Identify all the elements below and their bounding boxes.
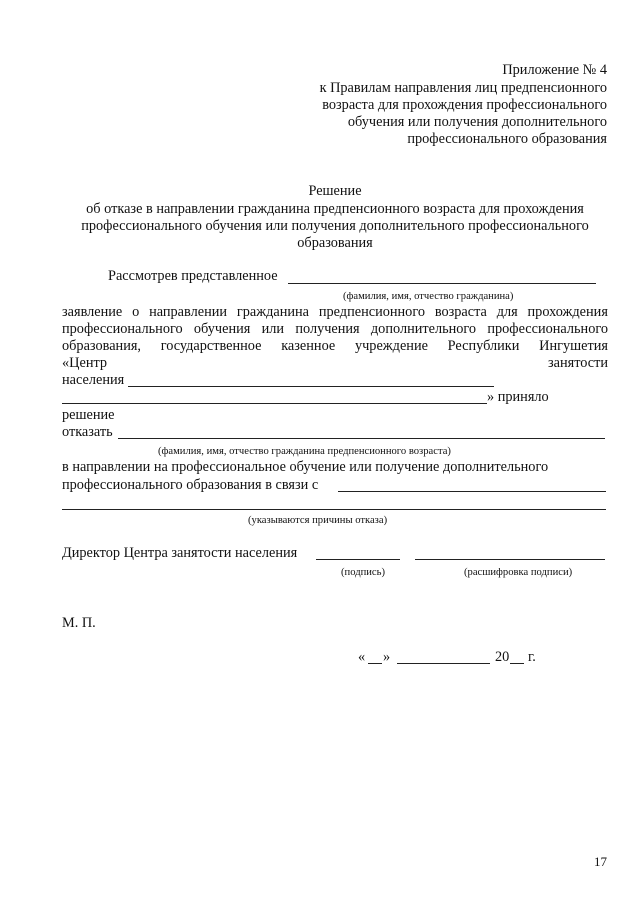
word: для <box>496 304 518 320</box>
year-field[interactable] <box>510 663 524 664</box>
signature-field[interactable] <box>316 559 400 560</box>
title-line: образования <box>297 235 373 251</box>
date-close-quote: » <box>383 649 391 665</box>
appendix-line: профессионального образования <box>407 131 607 147</box>
stamp-place: М. П. <box>62 615 96 631</box>
hint-signature: (подпись) <box>341 567 385 578</box>
page-number: 17 <box>594 854 607 869</box>
word: о <box>132 304 140 320</box>
paragraph-line <box>62 338 608 355</box>
month-field[interactable] <box>397 663 490 664</box>
document-title: Решение <box>308 183 362 199</box>
word: возраста <box>434 304 487 320</box>
word: предпенсионного <box>318 304 425 320</box>
word: государственное <box>160 338 262 354</box>
date-year-suffix: г. <box>528 649 536 665</box>
reason-field-2[interactable] <box>62 509 606 510</box>
appendix-line: возраста для прохождения профессионального <box>322 97 607 113</box>
center-name-field[interactable] <box>128 386 494 387</box>
considered-label: Рассмотрев представленное <box>108 268 278 284</box>
word: прохождения <box>527 304 608 320</box>
date-open-quote: « <box>358 649 366 665</box>
hint-citizen-name: (фамилия, имя, отчество гражданина) <box>343 291 514 302</box>
word: профессионального <box>62 321 183 337</box>
preretire-name-field[interactable] <box>118 438 605 439</box>
paragraph-line: профессионального образования в связи с <box>62 477 319 493</box>
word: занятости <box>547 355 608 371</box>
appendix-line: обучения или получения дополнительного <box>347 114 607 130</box>
word: заявление <box>62 304 123 320</box>
population-label: населения <box>62 372 125 388</box>
word: казенное <box>281 338 336 354</box>
reason-field[interactable] <box>338 491 606 492</box>
decision-label: решение <box>62 407 115 423</box>
paragraph-line <box>62 321 608 338</box>
paragraph-line <box>62 304 608 321</box>
word: обучения <box>193 321 251 337</box>
word: гражданина <box>236 304 310 320</box>
hint-preretire-name: (фамилия, имя, отчество гражданина предпенсионного возраста) <box>158 446 451 457</box>
center-name-field-2[interactable] <box>62 403 487 404</box>
word: направлении <box>149 304 228 320</box>
word: Ингушетия <box>539 338 608 354</box>
signature-decoding-field[interactable] <box>415 559 605 560</box>
word: «Центр <box>62 355 108 371</box>
appendix-line: Приложение № 4 <box>502 62 607 78</box>
word: дополнительного <box>370 321 477 337</box>
date-year-prefix: 20 <box>495 649 510 665</box>
word: Республики <box>447 338 520 354</box>
word: учреждение <box>354 338 428 354</box>
word: или <box>261 321 285 337</box>
paragraph-line: в направлении на профессиональное обучение или получение дополнительного <box>62 459 549 475</box>
day-field[interactable] <box>368 663 382 664</box>
hint-reasons: (указываются причины отказа) <box>248 515 388 526</box>
paragraph-line <box>62 355 608 372</box>
accepted-label: » приняло <box>487 389 549 405</box>
word: профессионального <box>487 321 608 337</box>
hint-decoding: (расшифровка подписи) <box>464 567 573 578</box>
appendix-line: к Правилам направления лиц предпенсионного <box>319 80 607 96</box>
refuse-label: отказать <box>62 424 113 440</box>
word: получения <box>295 321 360 337</box>
director-label: Директор Центра занятости населения <box>62 545 298 561</box>
title-line: профессионального обучения или получения дополнительного профессионального <box>81 218 589 234</box>
title-line: об отказе в направлении гражданина предпенсионного возраста для прохождения <box>86 201 584 217</box>
citizen-name-field[interactable] <box>288 283 596 284</box>
word: образования, <box>62 338 141 354</box>
